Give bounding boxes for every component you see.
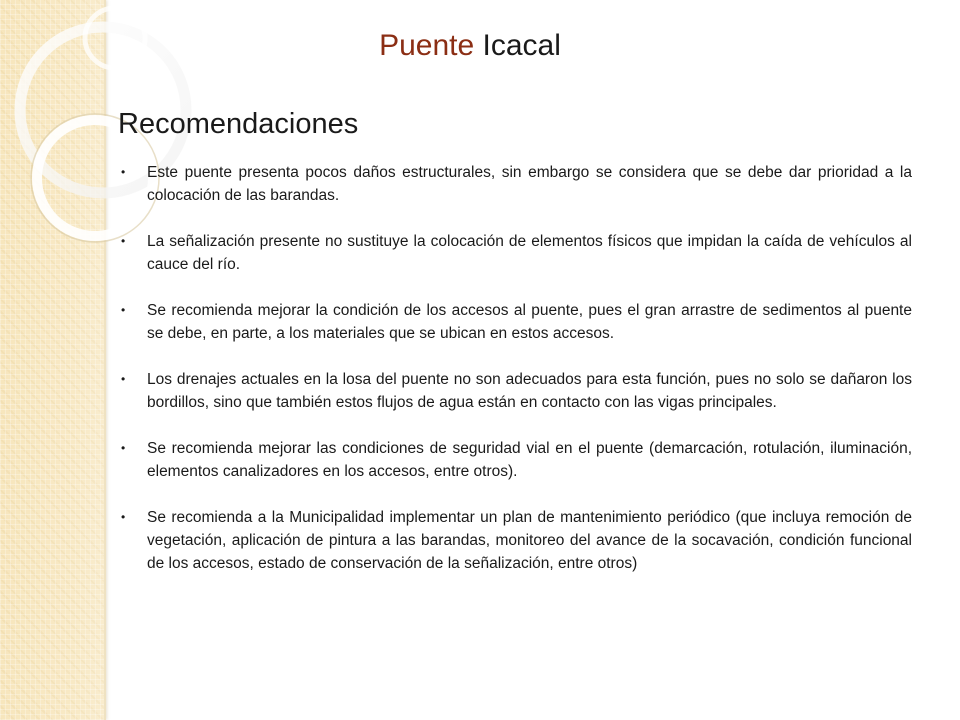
recommendations-list (118, 161, 912, 598)
recommendation-item (118, 506, 912, 575)
bullet-icon: • (121, 441, 126, 455)
bullet-icon: • (121, 303, 126, 317)
bullet-icon: • (121, 234, 126, 248)
title-accent-word: Puente (379, 29, 475, 62)
recommendation-text: Se recomienda mejorar las condiciones de seguridad vial en el puente (demarcación, rotulación, iluminación, elementos canalizadores en los accesos, entre otros). (147, 440, 912, 480)
recommendation-item (118, 230, 912, 276)
recommendation-text: Los drenajes actuales en la losa del puente no son adecuados para esta función, pues no solo se dañaron los bordillos, sino que también estos flujos de agua están en contacto con las vigas principales. (147, 371, 912, 411)
recommendation-item (118, 161, 912, 207)
bullet-icon: • (121, 165, 126, 179)
recommendation-text: La señalización presente no sustituye la colocación de elementos físicos que impidan la caída de vehículos al cauce del río. (147, 233, 912, 273)
title-rest-word: Icacal (482, 29, 561, 62)
recommendation-text: Se recomienda a la Municipalidad implementar un plan de mantenimiento periódico (que incluya remoción de vegetación, aplicación de pintura a las barandas, monitoreo del avance de la socavación, condición funcional de los accesos, estado de conservación de la señalización, entre otros) (147, 509, 912, 572)
recommendation-text: Este puente presenta pocos daños estructurales, sin embargo se considera que se debe dar prioridad a la colocación de las barandas. (147, 164, 912, 204)
section-heading: Recomendaciones (118, 108, 359, 140)
recommendation-item (118, 368, 912, 414)
bullet-icon: • (121, 510, 126, 524)
recommendation-text: Se recomienda mejorar la condición de los accesos al puente, pues el gran arrastre de sedimentos al puente se debe, en parte, a los materiales que se ubican en estos accesos. (147, 302, 912, 342)
slide-title (0, 24, 940, 68)
recommendation-item (118, 299, 912, 345)
recommendation-item (118, 437, 912, 483)
bullet-icon: • (121, 372, 126, 386)
